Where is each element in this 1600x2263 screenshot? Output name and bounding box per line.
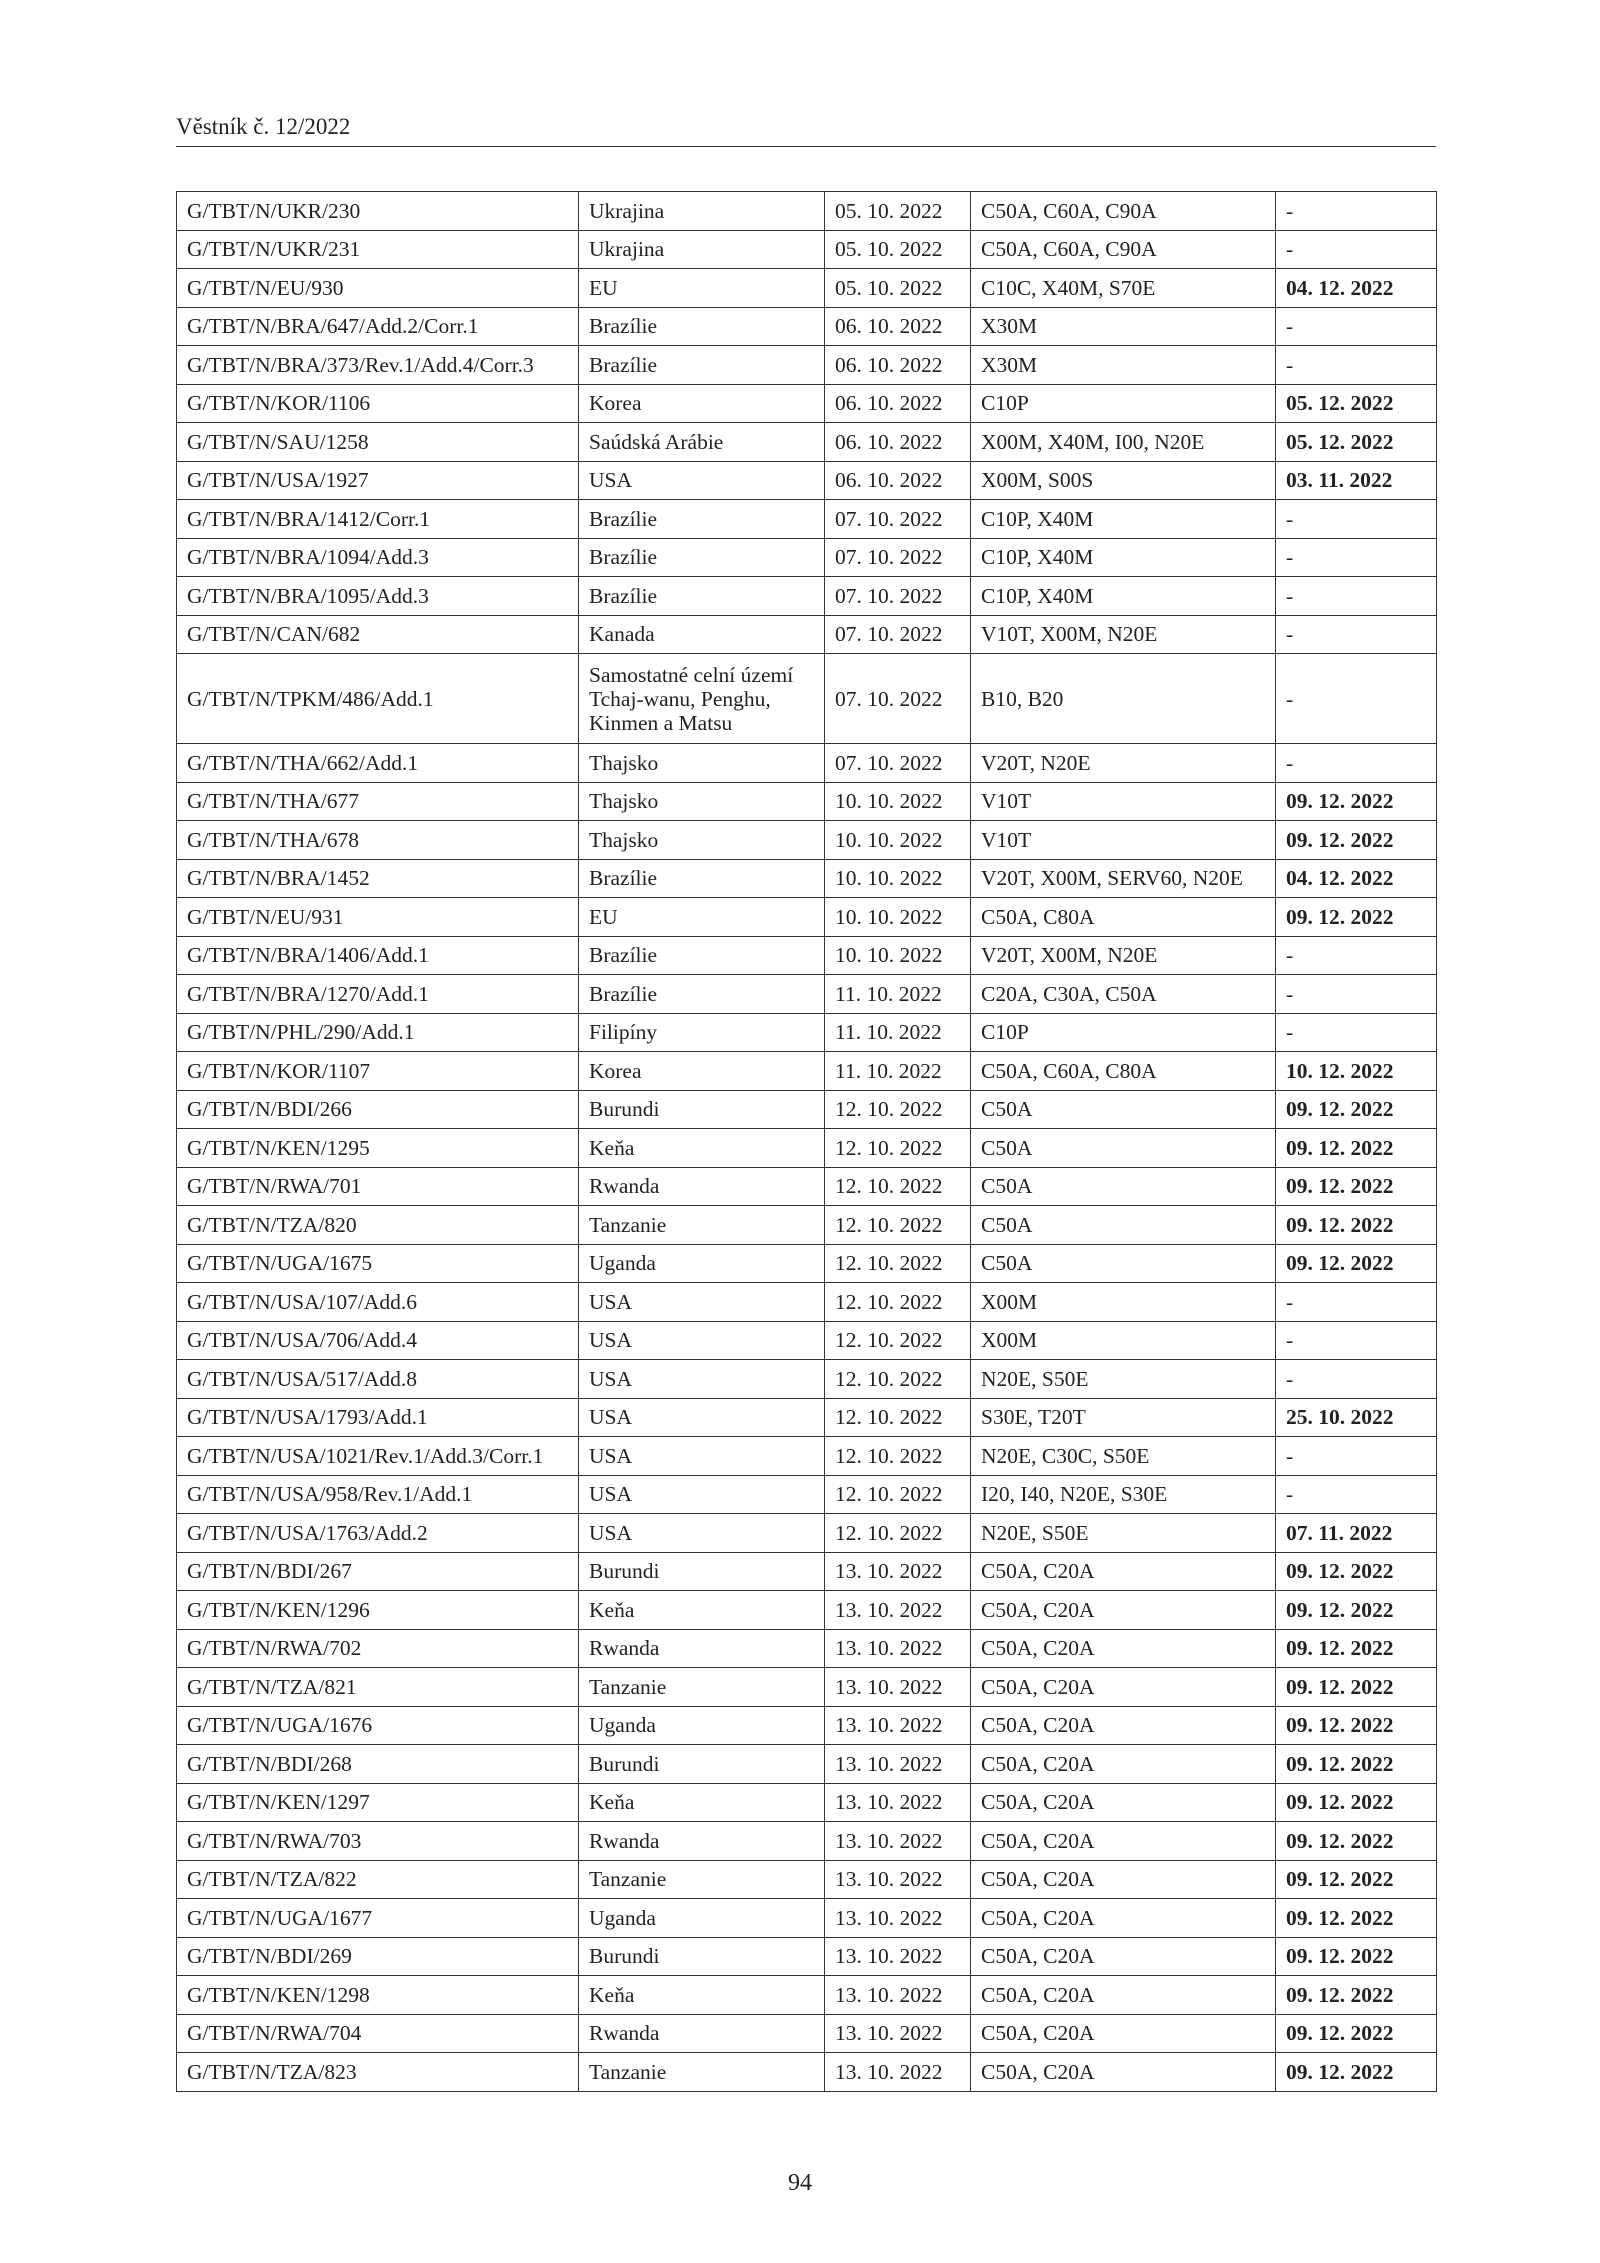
- symbol-cell: G/TBT/N/UGA/1675: [177, 1244, 579, 1283]
- date-cell: 05. 10. 2022: [825, 269, 971, 308]
- codes-cell: C50A, C20A: [971, 1552, 1276, 1591]
- header-title: Věstník č. 12/2022: [176, 114, 351, 139]
- deadline-cell: 09. 12. 2022: [1276, 898, 1437, 937]
- country-cell: Tanzanie: [579, 1860, 825, 1899]
- date-cell: 07. 10. 2022: [825, 538, 971, 577]
- date-cell: 12. 10. 2022: [825, 1283, 971, 1322]
- table-row: [177, 1552, 1437, 1591]
- deadline-cell: 09. 12. 2022: [1276, 1167, 1437, 1206]
- country-cell: USA: [579, 1475, 825, 1514]
- country-cell: Ukrajina: [579, 192, 825, 231]
- deadline-cell: 10. 12. 2022: [1276, 1052, 1437, 1091]
- deadline-cell: 07. 11. 2022: [1276, 1514, 1437, 1553]
- table-row: [177, 423, 1437, 462]
- symbol-cell: G/TBT/N/EU/930: [177, 269, 579, 308]
- codes-cell: C50A, C60A, C90A: [971, 192, 1276, 231]
- date-cell: 06. 10. 2022: [825, 461, 971, 500]
- deadline-cell: 05. 12. 2022: [1276, 384, 1437, 423]
- symbol-cell: G/TBT/N/BRA/1095/Add.3: [177, 577, 579, 616]
- codes-cell: X00M, S00S: [971, 461, 1276, 500]
- deadline-cell: 09. 12. 2022: [1276, 1937, 1437, 1976]
- deadline-cell: 09. 12. 2022: [1276, 1706, 1437, 1745]
- deadline-cell: -: [1276, 1437, 1437, 1476]
- table-row: [177, 1090, 1437, 1129]
- symbol-cell: G/TBT/N/EU/931: [177, 898, 579, 937]
- symbol-cell: G/TBT/N/UKR/230: [177, 192, 579, 231]
- table-row: [177, 1629, 1437, 1668]
- symbol-cell: G/TBT/N/USA/517/Add.8: [177, 1360, 579, 1399]
- codes-cell: V10T, X00M, N20E: [971, 615, 1276, 654]
- symbol-cell: G/TBT/N/USA/1927: [177, 461, 579, 500]
- symbol-cell: G/TBT/N/TZA/822: [177, 1860, 579, 1899]
- codes-cell: V10T: [971, 821, 1276, 860]
- country-cell: Brazílie: [579, 538, 825, 577]
- date-cell: 06. 10. 2022: [825, 346, 971, 385]
- deadline-cell: 09. 12. 2022: [1276, 1552, 1437, 1591]
- deadline-cell: 09. 12. 2022: [1276, 1206, 1437, 1245]
- deadline-cell: 09. 12. 2022: [1276, 1822, 1437, 1861]
- country-cell: Korea: [579, 384, 825, 423]
- symbol-cell: G/TBT/N/RWA/701: [177, 1167, 579, 1206]
- deadline-cell: 09. 12. 2022: [1276, 782, 1437, 821]
- country-cell: USA: [579, 1283, 825, 1322]
- symbol-cell: G/TBT/N/USA/1763/Add.2: [177, 1514, 579, 1553]
- deadline-cell: 09. 12. 2022: [1276, 1668, 1437, 1707]
- date-cell: 13. 10. 2022: [825, 1591, 971, 1630]
- codes-cell: X00M: [971, 1321, 1276, 1360]
- date-cell: 12. 10. 2022: [825, 1321, 971, 1360]
- date-cell: 05. 10. 2022: [825, 230, 971, 269]
- symbol-cell: G/TBT/N/PHL/290/Add.1: [177, 1013, 579, 1052]
- codes-cell: C50A: [971, 1129, 1276, 1168]
- country-cell: EU: [579, 269, 825, 308]
- country-cell: USA: [579, 1321, 825, 1360]
- table-row: [177, 1052, 1437, 1091]
- country-cell: Keňa: [579, 1129, 825, 1168]
- table-row: [177, 1783, 1437, 1822]
- date-cell: 07. 10. 2022: [825, 744, 971, 783]
- deadline-cell: 09. 12. 2022: [1276, 1129, 1437, 1168]
- table-row: [177, 307, 1437, 346]
- deadline-cell: 09. 12. 2022: [1276, 1244, 1437, 1283]
- symbol-cell: G/TBT/N/RWA/702: [177, 1629, 579, 1668]
- country-cell: USA: [579, 1360, 825, 1399]
- table-row: [177, 654, 1437, 744]
- date-cell: 12. 10. 2022: [825, 1206, 971, 1245]
- symbol-cell: G/TBT/N/KEN/1297: [177, 1783, 579, 1822]
- symbol-cell: G/TBT/N/KEN/1295: [177, 1129, 579, 1168]
- deadline-cell: 09. 12. 2022: [1276, 821, 1437, 860]
- country-cell: Rwanda: [579, 1629, 825, 1668]
- country-cell: Thajsko: [579, 821, 825, 860]
- table-row: [177, 192, 1437, 231]
- table-row: [177, 230, 1437, 269]
- deadline-cell: 09. 12. 2022: [1276, 1783, 1437, 1822]
- date-cell: 06. 10. 2022: [825, 384, 971, 423]
- deadline-cell: 04. 12. 2022: [1276, 269, 1437, 308]
- table-row: [177, 859, 1437, 898]
- deadline-cell: -: [1276, 577, 1437, 616]
- deadline-cell: -: [1276, 1360, 1437, 1399]
- deadline-cell: 09. 12. 2022: [1276, 1090, 1437, 1129]
- symbol-cell: G/TBT/N/BRA/1270/Add.1: [177, 975, 579, 1014]
- table-row: [177, 461, 1437, 500]
- symbol-cell: G/TBT/N/USA/107/Add.6: [177, 1283, 579, 1322]
- codes-cell: C50A: [971, 1244, 1276, 1283]
- page-header: [176, 112, 1436, 147]
- table-row: [177, 1206, 1437, 1245]
- date-cell: 06. 10. 2022: [825, 423, 971, 462]
- date-cell: 10. 10. 2022: [825, 821, 971, 860]
- country-cell: Filipíny: [579, 1013, 825, 1052]
- symbol-cell: G/TBT/N/SAU/1258: [177, 423, 579, 462]
- symbol-cell: G/TBT/N/BRA/647/Add.2/Corr.1: [177, 307, 579, 346]
- date-cell: 13. 10. 2022: [825, 1860, 971, 1899]
- deadline-cell: 04. 12. 2022: [1276, 859, 1437, 898]
- table-row: [177, 1244, 1437, 1283]
- symbol-cell: G/TBT/N/BRA/1412/Corr.1: [177, 500, 579, 539]
- country-cell: Brazílie: [579, 577, 825, 616]
- symbol-cell: G/TBT/N/BRA/373/Rev.1/Add.4/Corr.3: [177, 346, 579, 385]
- date-cell: 12. 10. 2022: [825, 1090, 971, 1129]
- symbol-cell: G/TBT/N/BDI/268: [177, 1745, 579, 1784]
- country-cell: USA: [579, 1398, 825, 1437]
- date-cell: 06. 10. 2022: [825, 307, 971, 346]
- deadline-cell: -: [1276, 1283, 1437, 1322]
- date-cell: 07. 10. 2022: [825, 615, 971, 654]
- symbol-cell: G/TBT/N/BRA/1452: [177, 859, 579, 898]
- table-row: [177, 1167, 1437, 1206]
- codes-cell: I20, I40, N20E, S30E: [971, 1475, 1276, 1514]
- deadline-cell: -: [1276, 615, 1437, 654]
- codes-cell: S30E, T20T: [971, 1398, 1276, 1437]
- table-row: [177, 1398, 1437, 1437]
- country-cell: Burundi: [579, 1552, 825, 1591]
- symbol-cell: G/TBT/N/THA/662/Add.1: [177, 744, 579, 783]
- table-row: [177, 1475, 1437, 1514]
- country-cell: Thajsko: [579, 782, 825, 821]
- country-cell: Brazílie: [579, 500, 825, 539]
- table-row: [177, 1976, 1437, 2015]
- country-cell: Brazílie: [579, 936, 825, 975]
- table-row: [177, 1937, 1437, 1976]
- deadline-cell: 09. 12. 2022: [1276, 1899, 1437, 1938]
- symbol-cell: G/TBT/N/UKR/231: [177, 230, 579, 269]
- table-row: [177, 1321, 1437, 1360]
- symbol-cell: G/TBT/N/UGA/1677: [177, 1899, 579, 1938]
- country-cell: Keňa: [579, 1783, 825, 1822]
- codes-cell: C50A: [971, 1167, 1276, 1206]
- deadline-cell: 09. 12. 2022: [1276, 2053, 1437, 2092]
- table-row: [177, 936, 1437, 975]
- codes-cell: C10P, X40M: [971, 538, 1276, 577]
- date-cell: 11. 10. 2022: [825, 1052, 971, 1091]
- table-row: [177, 1706, 1437, 1745]
- date-cell: 10. 10. 2022: [825, 936, 971, 975]
- symbol-cell: G/TBT/N/KEN/1298: [177, 1976, 579, 2015]
- symbol-cell: G/TBT/N/CAN/682: [177, 615, 579, 654]
- codes-cell: C50A, C20A: [971, 1668, 1276, 1707]
- date-cell: 13. 10. 2022: [825, 1976, 971, 2015]
- codes-cell: X00M: [971, 1283, 1276, 1322]
- deadline-cell: 05. 12. 2022: [1276, 423, 1437, 462]
- date-cell: 12. 10. 2022: [825, 1437, 971, 1476]
- symbol-cell: G/TBT/N/USA/1021/Rev.1/Add.3/Corr.1: [177, 1437, 579, 1476]
- codes-cell: C50A, C60A, C80A: [971, 1052, 1276, 1091]
- table-body: [177, 192, 1437, 2092]
- date-cell: 12. 10. 2022: [825, 1129, 971, 1168]
- symbol-cell: G/TBT/N/USA/706/Add.4: [177, 1321, 579, 1360]
- table-row: [177, 898, 1437, 937]
- table-row: [177, 1745, 1437, 1784]
- table-row: [177, 1591, 1437, 1630]
- country-cell: Uganda: [579, 1706, 825, 1745]
- codes-cell: C20A, C30A, C50A: [971, 975, 1276, 1014]
- symbol-cell: G/TBT/N/RWA/703: [177, 1822, 579, 1861]
- country-cell: EU: [579, 898, 825, 937]
- table-row: [177, 615, 1437, 654]
- table-row: [177, 538, 1437, 577]
- codes-cell: C50A, C20A: [971, 1899, 1276, 1938]
- codes-cell: C50A, C20A: [971, 1822, 1276, 1861]
- codes-cell: N20E, C30C, S50E: [971, 1437, 1276, 1476]
- symbol-cell: G/TBT/N/THA/677: [177, 782, 579, 821]
- codes-cell: C10P, X40M: [971, 500, 1276, 539]
- date-cell: 13. 10. 2022: [825, 1706, 971, 1745]
- codes-cell: X30M: [971, 346, 1276, 385]
- country-cell: Brazílie: [579, 859, 825, 898]
- deadline-cell: -: [1276, 1013, 1437, 1052]
- codes-cell: V20T, N20E: [971, 744, 1276, 783]
- symbol-cell: G/TBT/N/TZA/821: [177, 1668, 579, 1707]
- codes-cell: C50A, C20A: [971, 2053, 1276, 2092]
- table-row: [177, 500, 1437, 539]
- date-cell: 07. 10. 2022: [825, 500, 971, 539]
- date-cell: 11. 10. 2022: [825, 975, 971, 1014]
- country-cell: Tanzanie: [579, 2053, 825, 2092]
- codes-cell: C50A: [971, 1090, 1276, 1129]
- deadline-cell: 09. 12. 2022: [1276, 2014, 1437, 2053]
- date-cell: 07. 10. 2022: [825, 577, 971, 616]
- table-row: [177, 384, 1437, 423]
- table-row: [177, 269, 1437, 308]
- symbol-cell: G/TBT/N/RWA/704: [177, 2014, 579, 2053]
- table-row: [177, 1013, 1437, 1052]
- deadline-cell: -: [1276, 346, 1437, 385]
- country-cell: Rwanda: [579, 1822, 825, 1861]
- table-row: [177, 1822, 1437, 1861]
- date-cell: 13. 10. 2022: [825, 1783, 971, 1822]
- country-cell: Brazílie: [579, 975, 825, 1014]
- symbol-cell: G/TBT/N/UGA/1676: [177, 1706, 579, 1745]
- deadline-cell: -: [1276, 936, 1437, 975]
- date-cell: 13. 10. 2022: [825, 1937, 971, 1976]
- symbol-cell: G/TBT/N/KEN/1296: [177, 1591, 579, 1630]
- date-cell: 12. 10. 2022: [825, 1398, 971, 1437]
- deadline-cell: 09. 12. 2022: [1276, 1860, 1437, 1899]
- deadline-cell: 09. 12. 2022: [1276, 1591, 1437, 1630]
- country-cell: Uganda: [579, 1899, 825, 1938]
- deadline-cell: 09. 12. 2022: [1276, 1629, 1437, 1668]
- date-cell: 13. 10. 2022: [825, 1629, 971, 1668]
- codes-cell: C10P, X40M: [971, 577, 1276, 616]
- country-cell: Burundi: [579, 1090, 825, 1129]
- codes-cell: C50A, C20A: [971, 1860, 1276, 1899]
- date-cell: 13. 10. 2022: [825, 1899, 971, 1938]
- country-cell: Saúdská Arábie: [579, 423, 825, 462]
- symbol-cell: G/TBT/N/BDI/267: [177, 1552, 579, 1591]
- codes-cell: V10T: [971, 782, 1276, 821]
- date-cell: 12. 10. 2022: [825, 1514, 971, 1553]
- table-row: [177, 1514, 1437, 1553]
- codes-cell: N20E, S50E: [971, 1514, 1276, 1553]
- symbol-cell: G/TBT/N/BDI/269: [177, 1937, 579, 1976]
- date-cell: 12. 10. 2022: [825, 1244, 971, 1283]
- table-row: [177, 782, 1437, 821]
- notifications-table: [176, 191, 1437, 2092]
- table-row: [177, 975, 1437, 1014]
- country-cell: USA: [579, 1514, 825, 1553]
- codes-cell: N20E, S50E: [971, 1360, 1276, 1399]
- date-cell: 13. 10. 2022: [825, 1822, 971, 1861]
- country-cell: Burundi: [579, 1937, 825, 1976]
- codes-cell: C50A, C20A: [971, 1629, 1276, 1668]
- country-cell: Kanada: [579, 615, 825, 654]
- table-row: [177, 2053, 1437, 2092]
- date-cell: 12. 10. 2022: [825, 1475, 971, 1514]
- table-row: [177, 346, 1437, 385]
- deadline-cell: -: [1276, 975, 1437, 1014]
- deadline-cell: -: [1276, 1321, 1437, 1360]
- codes-cell: V20T, X00M, SERV60, N20E: [971, 859, 1276, 898]
- table-row: [177, 1437, 1437, 1476]
- date-cell: 13. 10. 2022: [825, 1552, 971, 1591]
- date-cell: 12. 10. 2022: [825, 1360, 971, 1399]
- deadline-cell: -: [1276, 230, 1437, 269]
- page-number: 94: [788, 2170, 812, 2196]
- country-cell: Samostatné celní území Tchaj-wanu, Penghu, Kinmen a Matsu: [579, 654, 825, 744]
- date-cell: 05. 10. 2022: [825, 192, 971, 231]
- table-row: [177, 1668, 1437, 1707]
- deadline-cell: 09. 12. 2022: [1276, 1976, 1437, 2015]
- codes-cell: C50A: [971, 1206, 1276, 1245]
- country-cell: USA: [579, 1437, 825, 1476]
- symbol-cell: G/TBT/N/USA/1793/Add.1: [177, 1398, 579, 1437]
- table-row: [177, 744, 1437, 783]
- deadline-cell: -: [1276, 192, 1437, 231]
- date-cell: 10. 10. 2022: [825, 859, 971, 898]
- country-cell: Ukrajina: [579, 230, 825, 269]
- deadline-cell: 09. 12. 2022: [1276, 1745, 1437, 1784]
- codes-cell: C50A, C80A: [971, 898, 1276, 937]
- table-row: [177, 1283, 1437, 1322]
- country-cell: Burundi: [579, 1745, 825, 1784]
- codes-cell: C50A, C20A: [971, 1937, 1276, 1976]
- table-row: [177, 1860, 1437, 1899]
- symbol-cell: G/TBT/N/KOR/1106: [177, 384, 579, 423]
- country-cell: Rwanda: [579, 2014, 825, 2053]
- date-cell: 10. 10. 2022: [825, 782, 971, 821]
- codes-cell: C50A, C20A: [971, 1706, 1276, 1745]
- country-cell: Keňa: [579, 1976, 825, 2015]
- codes-cell: C50A, C60A, C90A: [971, 230, 1276, 269]
- symbol-cell: G/TBT/N/TPKM/486/Add.1: [177, 654, 579, 744]
- date-cell: 13. 10. 2022: [825, 2053, 971, 2092]
- table-row: [177, 2014, 1437, 2053]
- symbol-cell: G/TBT/N/KOR/1107: [177, 1052, 579, 1091]
- codes-cell: C10P: [971, 384, 1276, 423]
- date-cell: 13. 10. 2022: [825, 1668, 971, 1707]
- date-cell: 10. 10. 2022: [825, 898, 971, 937]
- deadline-cell: -: [1276, 500, 1437, 539]
- symbol-cell: G/TBT/N/TZA/823: [177, 2053, 579, 2092]
- country-cell: Tanzanie: [579, 1668, 825, 1707]
- country-cell: Brazílie: [579, 307, 825, 346]
- codes-cell: C50A, C20A: [971, 1591, 1276, 1630]
- codes-cell: C50A, C20A: [971, 1783, 1276, 1822]
- date-cell: 13. 10. 2022: [825, 2014, 971, 2053]
- symbol-cell: G/TBT/N/BRA/1406/Add.1: [177, 936, 579, 975]
- deadline-cell: -: [1276, 1475, 1437, 1514]
- table-row: [177, 821, 1437, 860]
- date-cell: 11. 10. 2022: [825, 1013, 971, 1052]
- codes-cell: X00M, X40M, I00, N20E: [971, 423, 1276, 462]
- country-cell: Rwanda: [579, 1167, 825, 1206]
- deadline-cell: -: [1276, 654, 1437, 744]
- date-cell: 07. 10. 2022: [825, 654, 971, 744]
- table-row: [177, 1129, 1437, 1168]
- codes-cell: C50A, C20A: [971, 2014, 1276, 2053]
- country-cell: Brazílie: [579, 346, 825, 385]
- codes-cell: C10P: [971, 1013, 1276, 1052]
- codes-cell: C50A, C20A: [971, 1976, 1276, 2015]
- country-cell: Thajsko: [579, 744, 825, 783]
- symbol-cell: G/TBT/N/USA/958/Rev.1/Add.1: [177, 1475, 579, 1514]
- date-cell: 12. 10. 2022: [825, 1167, 971, 1206]
- symbol-cell: G/TBT/N/BDI/266: [177, 1090, 579, 1129]
- deadline-cell: -: [1276, 744, 1437, 783]
- table-row: [177, 1360, 1437, 1399]
- deadline-cell: -: [1276, 538, 1437, 577]
- date-cell: 13. 10. 2022: [825, 1745, 971, 1784]
- codes-cell: B10, B20: [971, 654, 1276, 744]
- country-cell: Korea: [579, 1052, 825, 1091]
- codes-cell: C10C, X40M, S70E: [971, 269, 1276, 308]
- codes-cell: C50A, C20A: [971, 1745, 1276, 1784]
- symbol-cell: G/TBT/N/BRA/1094/Add.3: [177, 538, 579, 577]
- table-row: [177, 1899, 1437, 1938]
- country-cell: USA: [579, 461, 825, 500]
- deadline-cell: 25. 10. 2022: [1276, 1398, 1437, 1437]
- country-cell: Uganda: [579, 1244, 825, 1283]
- country-cell: Tanzanie: [579, 1206, 825, 1245]
- codes-cell: V20T, X00M, N20E: [971, 936, 1276, 975]
- symbol-cell: G/TBT/N/TZA/820: [177, 1206, 579, 1245]
- codes-cell: X30M: [971, 307, 1276, 346]
- deadline-cell: -: [1276, 307, 1437, 346]
- deadline-cell: 03. 11. 2022: [1276, 461, 1437, 500]
- symbol-cell: G/TBT/N/THA/678: [177, 821, 579, 860]
- country-cell: Keňa: [579, 1591, 825, 1630]
- table-row: [177, 577, 1437, 616]
